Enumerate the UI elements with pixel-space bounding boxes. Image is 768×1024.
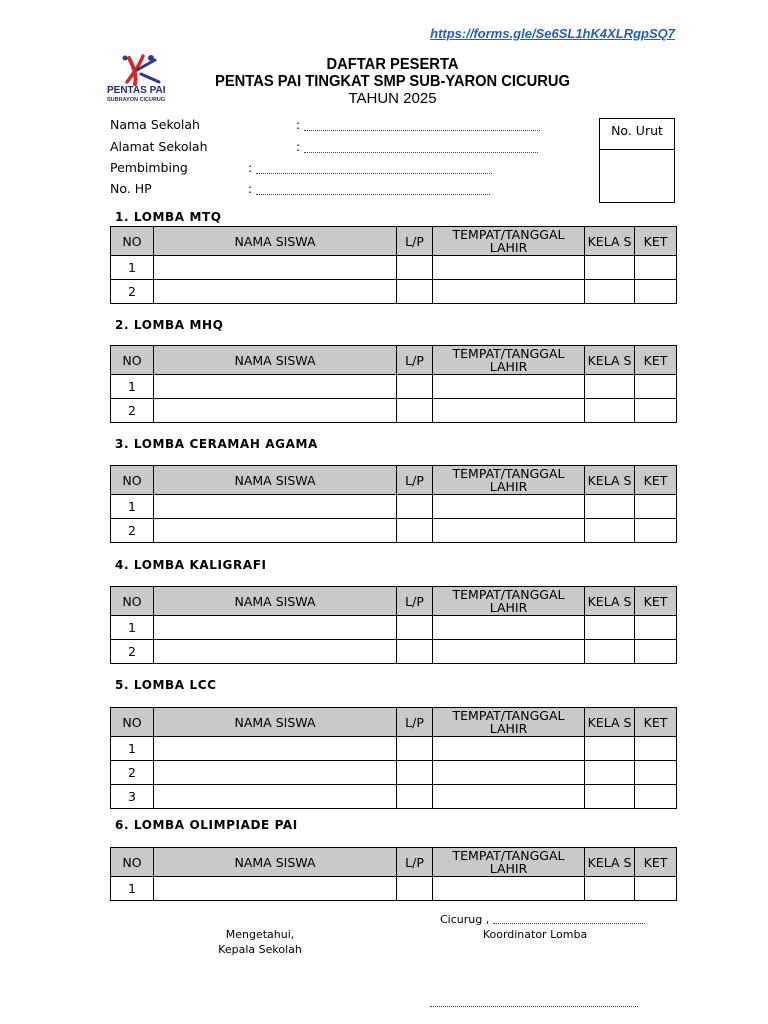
cell-ket[interactable] [635,640,677,664]
title-line-3: TAHUN 2025 [348,90,437,107]
header-ket: KET [635,227,677,256]
cell-ket[interactable] [635,737,677,761]
table-header-row [111,466,677,495]
section-title: 6. LOMBA OLIMPIADE PAI [115,818,298,832]
table-row [111,785,677,809]
header-lp: L/P [397,227,433,256]
cell-kelas[interactable] [585,256,635,280]
cell-kelas[interactable] [585,737,635,761]
section-title: 2. LOMBA MHQ [115,318,224,332]
cell-ttl[interactable] [433,616,585,640]
cell-nama[interactable] [154,785,397,809]
header-kelas: KELA S [585,346,635,375]
header-nama: NAMA SISWA [154,466,397,495]
cell-ttl[interactable] [433,495,585,519]
field-label: No. HP [110,181,152,196]
header-nama: NAMA SISWA [154,227,397,256]
cell-lp[interactable] [397,280,433,304]
cell-lp[interactable] [397,761,433,785]
cell-ket[interactable] [635,375,677,399]
header-nama: NAMA SISWA [154,708,397,737]
field-label: Pembimbing [110,160,188,175]
cell-kelas[interactable] [585,519,635,543]
cell-lp[interactable] [397,375,433,399]
participant-table [110,586,677,664]
row-number: 2 [111,519,154,543]
cell-ttl[interactable] [433,375,585,399]
table-header-row [111,587,677,616]
cell-ket[interactable] [635,280,677,304]
cell-lp[interactable] [397,399,433,423]
colon: : [296,117,301,132]
header-ket: KET [635,466,677,495]
cell-kelas[interactable] [585,399,635,423]
cell-ket[interactable] [635,761,677,785]
field-label: Nama Sekolah [110,117,200,132]
header-ket: KET [635,587,677,616]
header-no: NO [111,848,154,877]
header-kelas: KELA S [585,708,635,737]
cell-ttl[interactable] [433,761,585,785]
coordinator-signature-line[interactable] [430,1000,638,1007]
header-lp: L/P [397,587,433,616]
header-ttl: TEMPAT/TANGGAL LAHIR [433,466,585,495]
no-urut-label: No. Urut [600,119,674,150]
cell-kelas[interactable] [585,616,635,640]
logo-name: PENTAS PAI [107,85,166,96]
title-line-1: DAFTAR PESERTA [326,56,459,73]
fill-line[interactable] [304,121,540,131]
row-number: 2 [111,399,154,423]
cell-ttl[interactable] [433,737,585,761]
table-row [111,640,677,664]
cell-kelas[interactable] [585,761,635,785]
participant-table [110,847,677,901]
cell-lp[interactable] [397,877,433,901]
cell-kelas[interactable] [585,495,635,519]
row-number: 1 [111,877,154,901]
cell-ttl[interactable] [433,877,585,901]
row-number: 2 [111,761,154,785]
header-no: NO [111,346,154,375]
title-line-2: PENTAS PAI TINGKAT SMP SUB-YARON CICURUG [215,73,570,90]
cell-lp[interactable] [397,495,433,519]
cell-nama[interactable] [154,737,397,761]
table-header-row [111,227,677,256]
cell-nama[interactable] [154,399,397,423]
header-lp: L/P [397,708,433,737]
table-row [111,280,677,304]
row-number: 1 [111,737,154,761]
mengetahui-label: Mengetahui, [225,928,295,941]
header-lp: L/P [397,346,433,375]
cell-nama[interactable] [154,495,397,519]
row-number: 2 [111,280,154,304]
participant-table [110,707,677,809]
cell-ket[interactable] [635,877,677,901]
kepala-sekolah-label: Kepala Sekolah [218,943,302,956]
cell-kelas[interactable] [585,375,635,399]
fill-line[interactable] [256,185,490,195]
no-urut-input-area[interactable] [600,150,674,202]
fill-line[interactable] [304,143,538,153]
place-label: Cicurug , [440,913,490,926]
cell-ttl[interactable] [433,399,585,423]
cell-ket[interactable] [635,785,677,809]
header-no: NO [111,708,154,737]
no-urut-box [599,118,675,203]
cell-ket[interactable] [635,519,677,543]
cell-nama[interactable] [154,519,397,543]
participant-table [110,465,677,543]
table-row [111,519,677,543]
cell-nama[interactable] [154,616,397,640]
cell-ttl[interactable] [433,519,585,543]
cell-ket[interactable] [635,616,677,640]
koordinator-label: Koordinator Lomba [482,928,588,941]
colon: : [296,139,301,154]
header-no: NO [111,227,154,256]
cell-ttl[interactable] [433,256,585,280]
fill-line[interactable] [256,164,492,174]
document-title [150,56,635,107]
colon: : [248,160,253,175]
header-ttl: TEMPAT/TANGGAL LAHIR [433,708,585,737]
header-nama: NAMA SISWA [154,587,397,616]
field-separator [296,139,538,154]
cell-nama[interactable] [154,640,397,664]
table-row [111,737,677,761]
header-ttl: TEMPAT/TANGGAL LAHIR [433,587,585,616]
cell-ttl[interactable] [433,640,585,664]
field-separator [248,160,492,175]
cell-ket[interactable] [635,495,677,519]
header-kelas: KELA S [585,466,635,495]
header-kelas: KELA S [585,227,635,256]
row-number: 2 [111,640,154,664]
cell-kelas[interactable] [585,785,635,809]
cell-ttl[interactable] [433,785,585,809]
cell-nama[interactable] [154,375,397,399]
row-number: 1 [111,495,154,519]
header-ket: KET [635,708,677,737]
table-row [111,877,677,901]
header-nama: NAMA SISWA [154,848,397,877]
cell-lp[interactable] [397,616,433,640]
date-fill-line[interactable] [493,917,645,924]
cell-nama[interactable] [154,877,397,901]
table-header-row [111,708,677,737]
cell-kelas[interactable] [585,280,635,304]
header-ttl: TEMPAT/TANGGAL LAHIR [433,346,585,375]
field-separator [296,117,540,132]
participant-table [110,226,677,304]
cell-lp[interactable] [397,785,433,809]
logo-subtitle: SUBRAYON CICURUG [107,97,166,103]
header-lp: L/P [397,466,433,495]
header-nama: NAMA SISWA [154,346,397,375]
header-kelas: KELA S [585,587,635,616]
section-title: 5. LOMBA LCC [115,678,217,692]
table-header-row [111,848,677,877]
header-ttl: TEMPAT/TANGGAL LAHIR [433,227,585,256]
form-link[interactable]: https://forms.gle/Se6SL1hK4XLRgpSQ7 [430,26,675,41]
cell-ket[interactable] [635,399,677,423]
header-ket: KET [635,848,677,877]
place-date [440,913,645,926]
cell-nama[interactable] [154,761,397,785]
header-no: NO [111,466,154,495]
field-label: Alamat Sekolah [110,139,208,154]
table-row [111,495,677,519]
cell-kelas[interactable] [585,640,635,664]
row-number: 1 [111,616,154,640]
cell-nama[interactable] [154,280,397,304]
cell-lp[interactable] [397,640,433,664]
cell-ttl[interactable] [433,280,585,304]
row-number: 3 [111,785,154,809]
section-title: 3. LOMBA CERAMAH AGAMA [115,437,318,451]
table-row [111,399,677,423]
field-separator [248,181,490,196]
header-ttl: TEMPAT/TANGGAL LAHIR [433,848,585,877]
cell-lp[interactable] [397,519,433,543]
row-number: 1 [111,375,154,399]
cell-nama[interactable] [154,256,397,280]
header-lp: L/P [397,848,433,877]
section-title: 4. LOMBA KALIGRAFI [115,558,267,572]
table-row [111,256,677,280]
cell-lp[interactable] [397,256,433,280]
header-kelas: KELA S [585,848,635,877]
table-row [111,616,677,640]
section-title: 1. LOMBA MTQ [115,210,222,224]
cell-lp[interactable] [397,737,433,761]
cell-kelas[interactable] [585,877,635,901]
row-number: 1 [111,256,154,280]
participant-table [110,345,677,423]
cell-ket[interactable] [635,256,677,280]
header-ket: KET [635,346,677,375]
table-row [111,761,677,785]
colon: : [248,181,253,196]
table-row [111,375,677,399]
table-header-row [111,346,677,375]
header-no: NO [111,587,154,616]
